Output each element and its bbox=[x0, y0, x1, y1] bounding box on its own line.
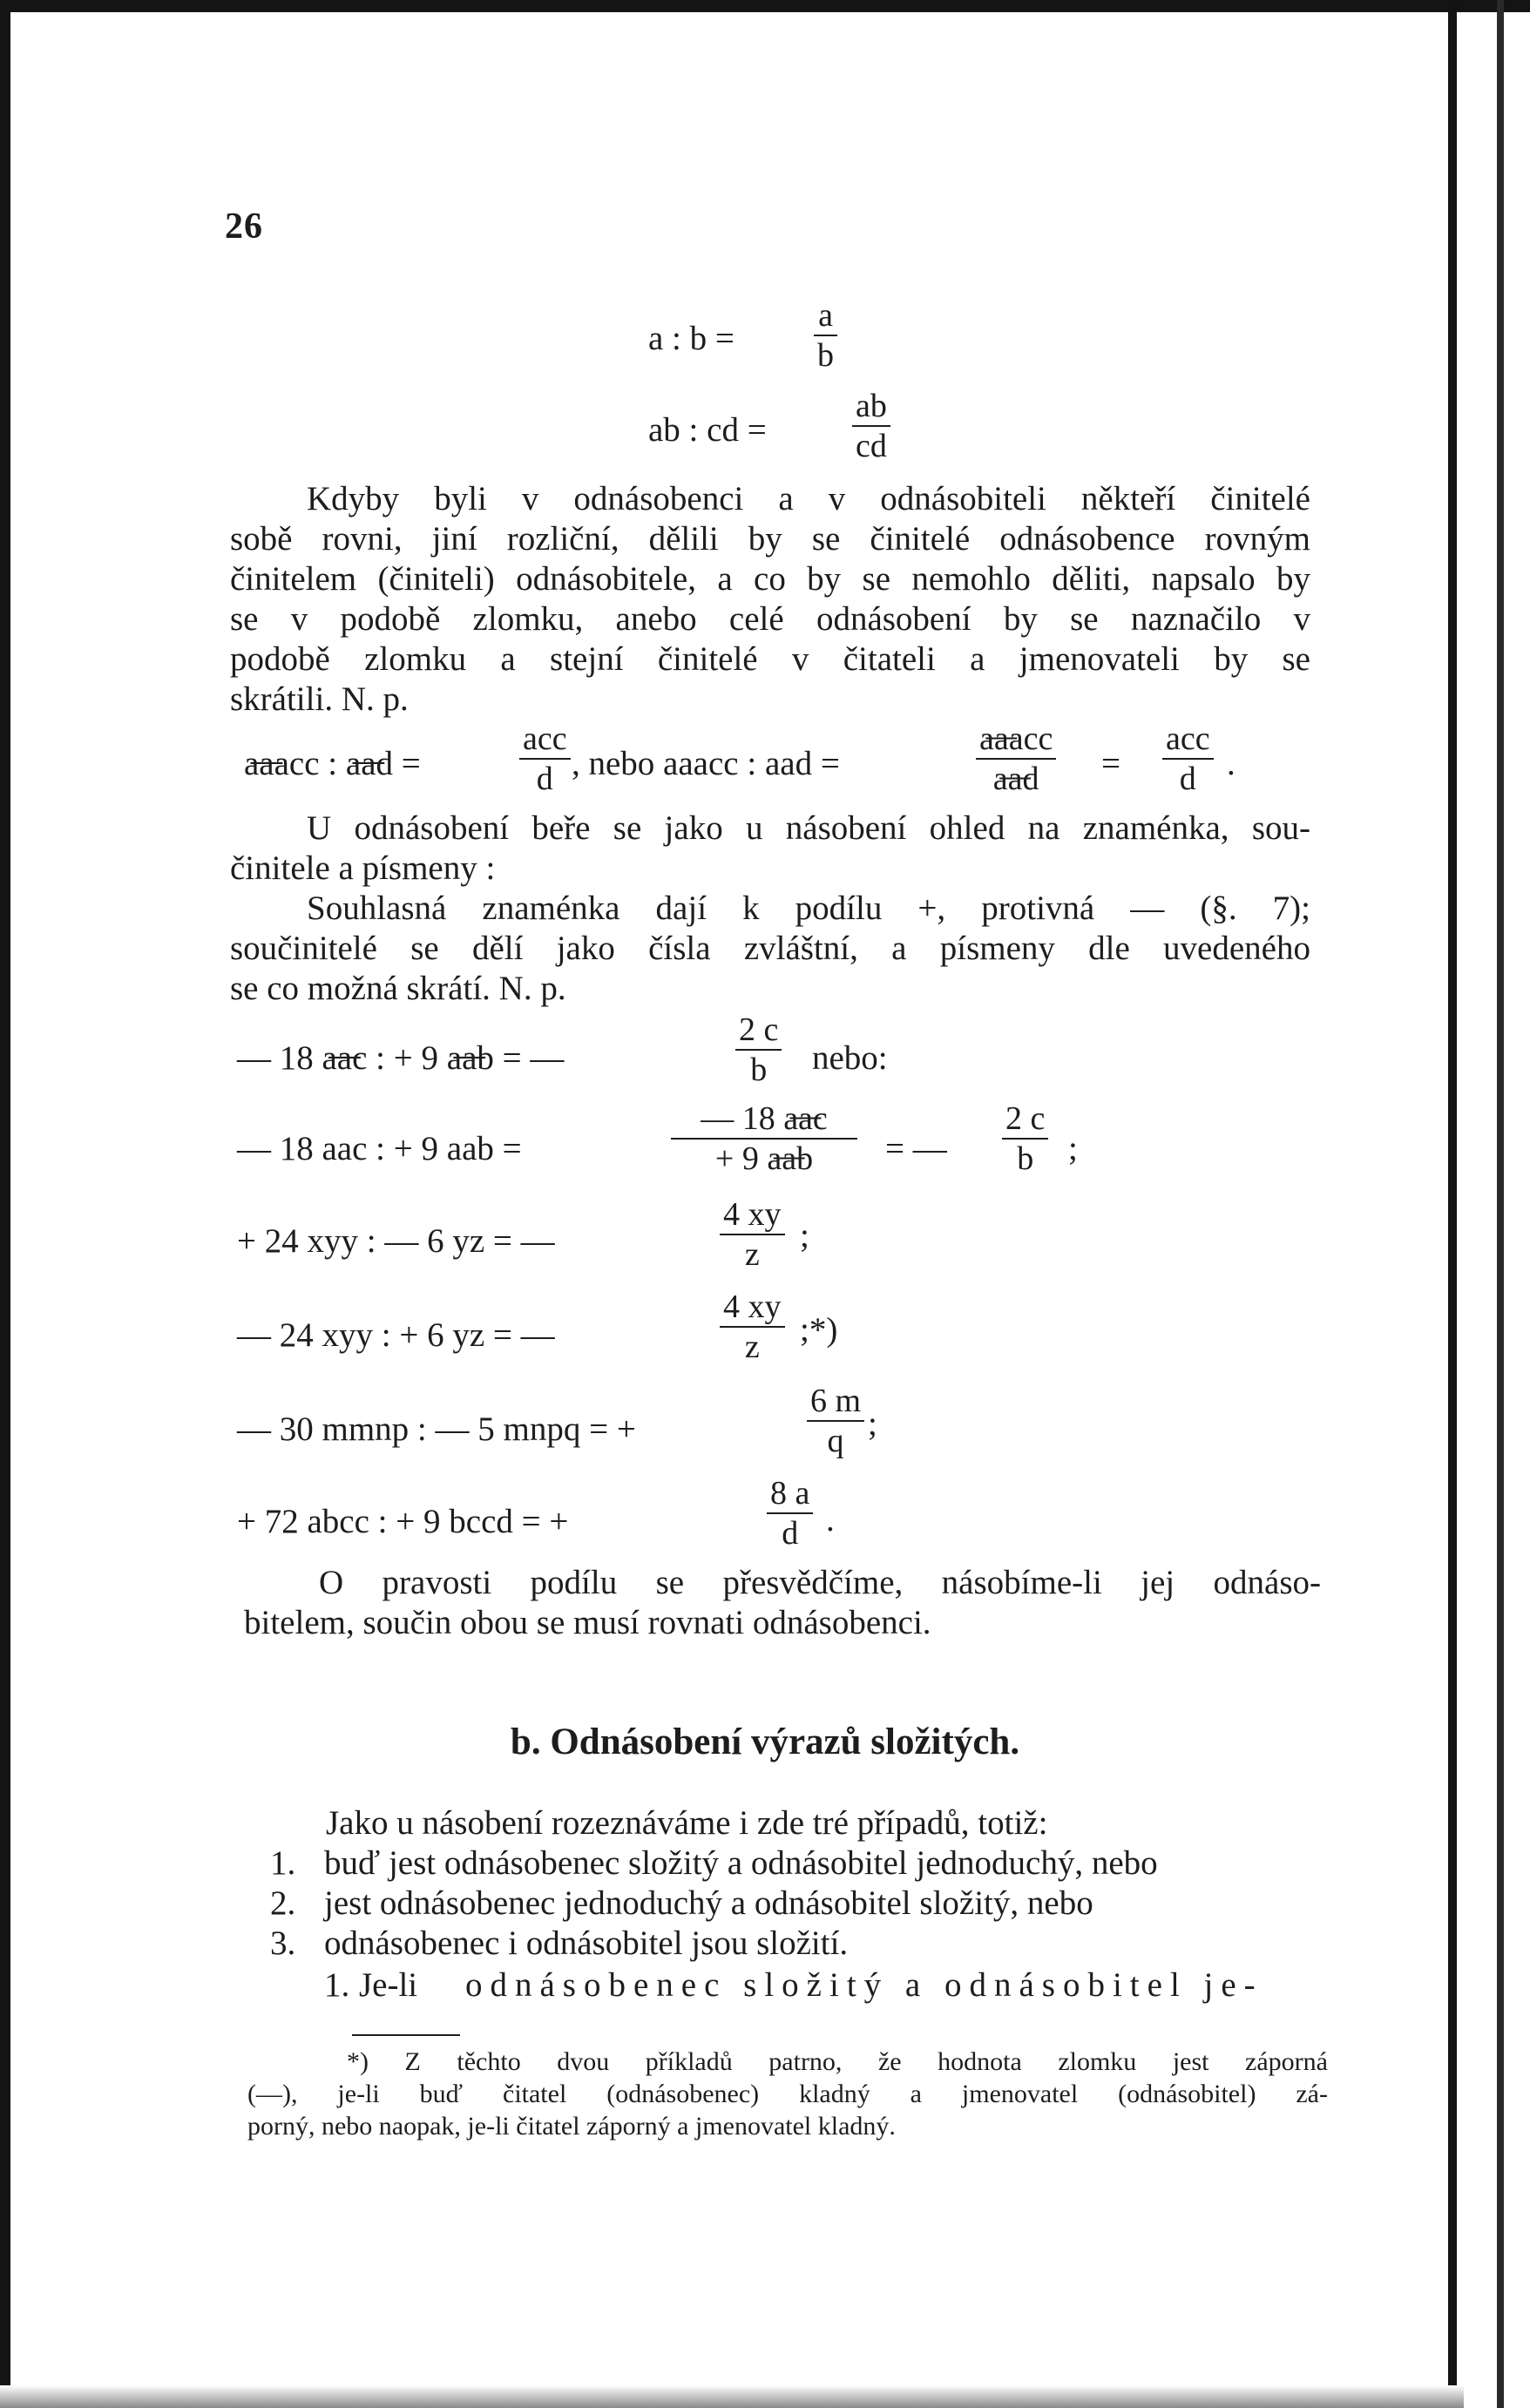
formula-5-fraction-2 bbox=[1002, 1099, 1048, 1178]
formula-5-numerator-1: — 18 a̶a̶c bbox=[701, 1100, 828, 1137]
formula-3-fraction-3 bbox=[1162, 720, 1214, 798]
footnote-rule bbox=[352, 2034, 460, 2036]
footnote-line-2: (—), je-li buď čitatel (odnásobenec) kladný a jmenovatel (odnásobitel) zá- bbox=[247, 2080, 1328, 2108]
formula-2-left: ab : cd = bbox=[648, 411, 767, 449]
paragraph-1-line-2: sobě rovni, jiní rozliční, dělili by se činitelé odnásobence rovným bbox=[230, 520, 1310, 558]
footnote-line-1: *) Z těchto dvou příkladů patrno, že hodnota zlomku jest záporná bbox=[347, 2047, 1328, 2076]
list-item-2-text: jest odnásobenec jednoduchý a odnásobitel složitý, nebo bbox=[324, 1884, 1093, 1922]
formula-8-denominator: q bbox=[807, 1420, 864, 1460]
formula-7-end: ;*) bbox=[800, 1311, 838, 1349]
paragraph-3-line-2: součinitelé se dělí jako čísla zvláštní, a písmeny dle uvedeného bbox=[230, 930, 1310, 967]
formula-8-numerator: 6 m bbox=[810, 1383, 862, 1419]
formula-2-denominator: cd bbox=[852, 425, 890, 465]
paragraph-2-line-1: U odnásobení beře se jako u násobení ohled na znaménka, sou- bbox=[307, 809, 1310, 847]
formula-6-denominator: z bbox=[720, 1234, 785, 1274]
scan-border-top bbox=[0, 0, 1530, 12]
formula-7-numerator: 4 xy bbox=[723, 1289, 782, 1325]
formula-3-middle: , nebo aaacc : aad = bbox=[572, 745, 840, 782]
formula-1-left: a : b = bbox=[648, 320, 735, 357]
paragraph-1-line-5: podobě zlomku a stejní činitelé v čitateli a jmenovateli by se bbox=[230, 640, 1310, 678]
formula-8-left: — 30 mmnp : — 5 mnpq = + bbox=[237, 1410, 636, 1448]
formula-4-denominator: b bbox=[735, 1049, 782, 1089]
formula-9-denominator: d bbox=[767, 1512, 813, 1552]
formula-3-fraction-1 bbox=[519, 720, 571, 798]
formula-3-numerator-1: acc bbox=[523, 720, 567, 757]
list-item-3-number: 3. bbox=[270, 1924, 296, 1962]
paragraph-4-line-1: O pravosti podílu se přesvědčíme, násobíme-li jej odnáso- bbox=[319, 1564, 1321, 1601]
formula-6-end: ; bbox=[800, 1217, 809, 1255]
formula-1-fraction bbox=[814, 296, 837, 375]
formula-1-denominator: b bbox=[814, 335, 837, 375]
formula-9-numerator: 8 a bbox=[770, 1475, 810, 1512]
scan-border-right-outer bbox=[1497, 0, 1504, 2408]
formula-6-fraction bbox=[720, 1195, 785, 1274]
formula-2-numerator: ab bbox=[856, 388, 887, 424]
formula-6-numerator: 4 xy bbox=[723, 1196, 782, 1233]
formula-3-numerator-2: a̶a̶acc bbox=[979, 720, 1053, 757]
case-1-text: Je-li bbox=[359, 1966, 418, 2004]
formula-1-numerator: a bbox=[818, 297, 833, 334]
formula-4-numerator: 2 c bbox=[739, 1011, 779, 1048]
paragraph-1-line-6: skrátili. N. p. bbox=[230, 680, 409, 718]
list-item-3-text: odnásobenec i odnásobitel jsou složití. bbox=[324, 1924, 849, 1962]
formula-5-fraction-1 bbox=[671, 1099, 857, 1178]
formula-2-fraction bbox=[852, 387, 890, 465]
formula-3-equals: = bbox=[1101, 745, 1120, 782]
formula-3-numerator-3: acc bbox=[1166, 720, 1210, 757]
formula-4-left: — 18 a̶a̶c : + 9 a̶a̶b = — bbox=[237, 1039, 565, 1077]
scan-border-left bbox=[0, 0, 10, 2408]
paragraph-1-line-4: se v podobě zlomku, anebo celé odnásobení by se naznačilo v bbox=[230, 600, 1310, 638]
formula-3-fraction-2 bbox=[976, 720, 1056, 798]
formula-3-left: a̶a̶acc : a̶a̶d = bbox=[244, 745, 421, 782]
formula-9-left: + 72 abcc : + 9 bccd = + bbox=[237, 1503, 569, 1540]
formula-3-denominator-3: d bbox=[1162, 758, 1214, 798]
formula-8-end: ; bbox=[868, 1405, 877, 1443]
formula-3-denominator-2: a̶a̶d bbox=[976, 758, 1056, 798]
formula-4-right: nebo: bbox=[812, 1039, 888, 1077]
formula-7-denominator: z bbox=[720, 1326, 785, 1366]
section-heading: b. Odnásobení výrazů složitých. bbox=[510, 1721, 1020, 1762]
formula-3-end: . bbox=[1227, 745, 1236, 782]
paragraph-3-line-1: Souhlasná znaménka dají k podílu +, protivná — (§. 7); bbox=[307, 889, 1310, 927]
paragraph-5: Jako u násobení rozeznáváme i zde tré případů, totiž: bbox=[326, 1804, 1048, 1842]
formula-5-middle: = — bbox=[885, 1130, 947, 1167]
formula-5-denominator-2: b bbox=[1002, 1138, 1048, 1178]
formula-5-left: — 18 aac : + 9 aab = bbox=[237, 1130, 522, 1167]
case-1-number: 1. bbox=[324, 1966, 350, 2004]
list-item-1-number: 1. bbox=[270, 1844, 296, 1882]
scan-border-right bbox=[1448, 0, 1457, 2408]
formula-7-fraction bbox=[720, 1288, 785, 1366]
paragraph-1-line-3: činitelem (činiteli) odnásobitele, a co by se nemohlo děliti, napsalo by bbox=[230, 560, 1310, 598]
list-item-2-number: 2. bbox=[270, 1884, 296, 1922]
formula-5-end: ; bbox=[1068, 1130, 1078, 1167]
formula-9-end: . bbox=[826, 1501, 835, 1539]
scan-border-bottom bbox=[0, 2385, 1464, 2408]
formula-8-fraction bbox=[807, 1382, 864, 1460]
list-item-1-text: buď jest odnásobenec složitý a odnásobitel jednoduchý, nebo bbox=[324, 1844, 1158, 1882]
formula-5-numerator-2: 2 c bbox=[1005, 1100, 1046, 1137]
paragraph-1-line-1: Kdyby byli v odnásobenci a v odnásobiteli někteří činitelé bbox=[307, 480, 1310, 517]
footnote-line-3: porný, nebo naopak, je-li čitatel záporný a jmenovatel kladný. bbox=[247, 2112, 896, 2141]
formula-4-fraction bbox=[735, 1011, 782, 1089]
page-number: 26 bbox=[225, 206, 263, 247]
formula-3-denominator-1: d bbox=[519, 758, 571, 798]
paragraph-3-line-3: se co možná skrátí. N. p. bbox=[230, 970, 566, 1007]
formula-6-left: + 24 xyy : — 6 yz = — bbox=[237, 1222, 555, 1260]
paragraph-4-line-2: bitelem, součin obou se musí rovnati odnásobenci. bbox=[244, 1604, 931, 1641]
formula-5-denominator-1: + 9 a̶a̶b bbox=[671, 1138, 857, 1178]
case-1-spaced-text: odnásobenec složitý a odnásobitel je- bbox=[465, 1966, 1263, 2004]
formula-9-fraction bbox=[767, 1474, 813, 1552]
formula-7-left: — 24 xyy : + 6 yz = — bbox=[237, 1316, 555, 1354]
paragraph-2-line-2: činitele a písmeny : bbox=[230, 849, 496, 887]
